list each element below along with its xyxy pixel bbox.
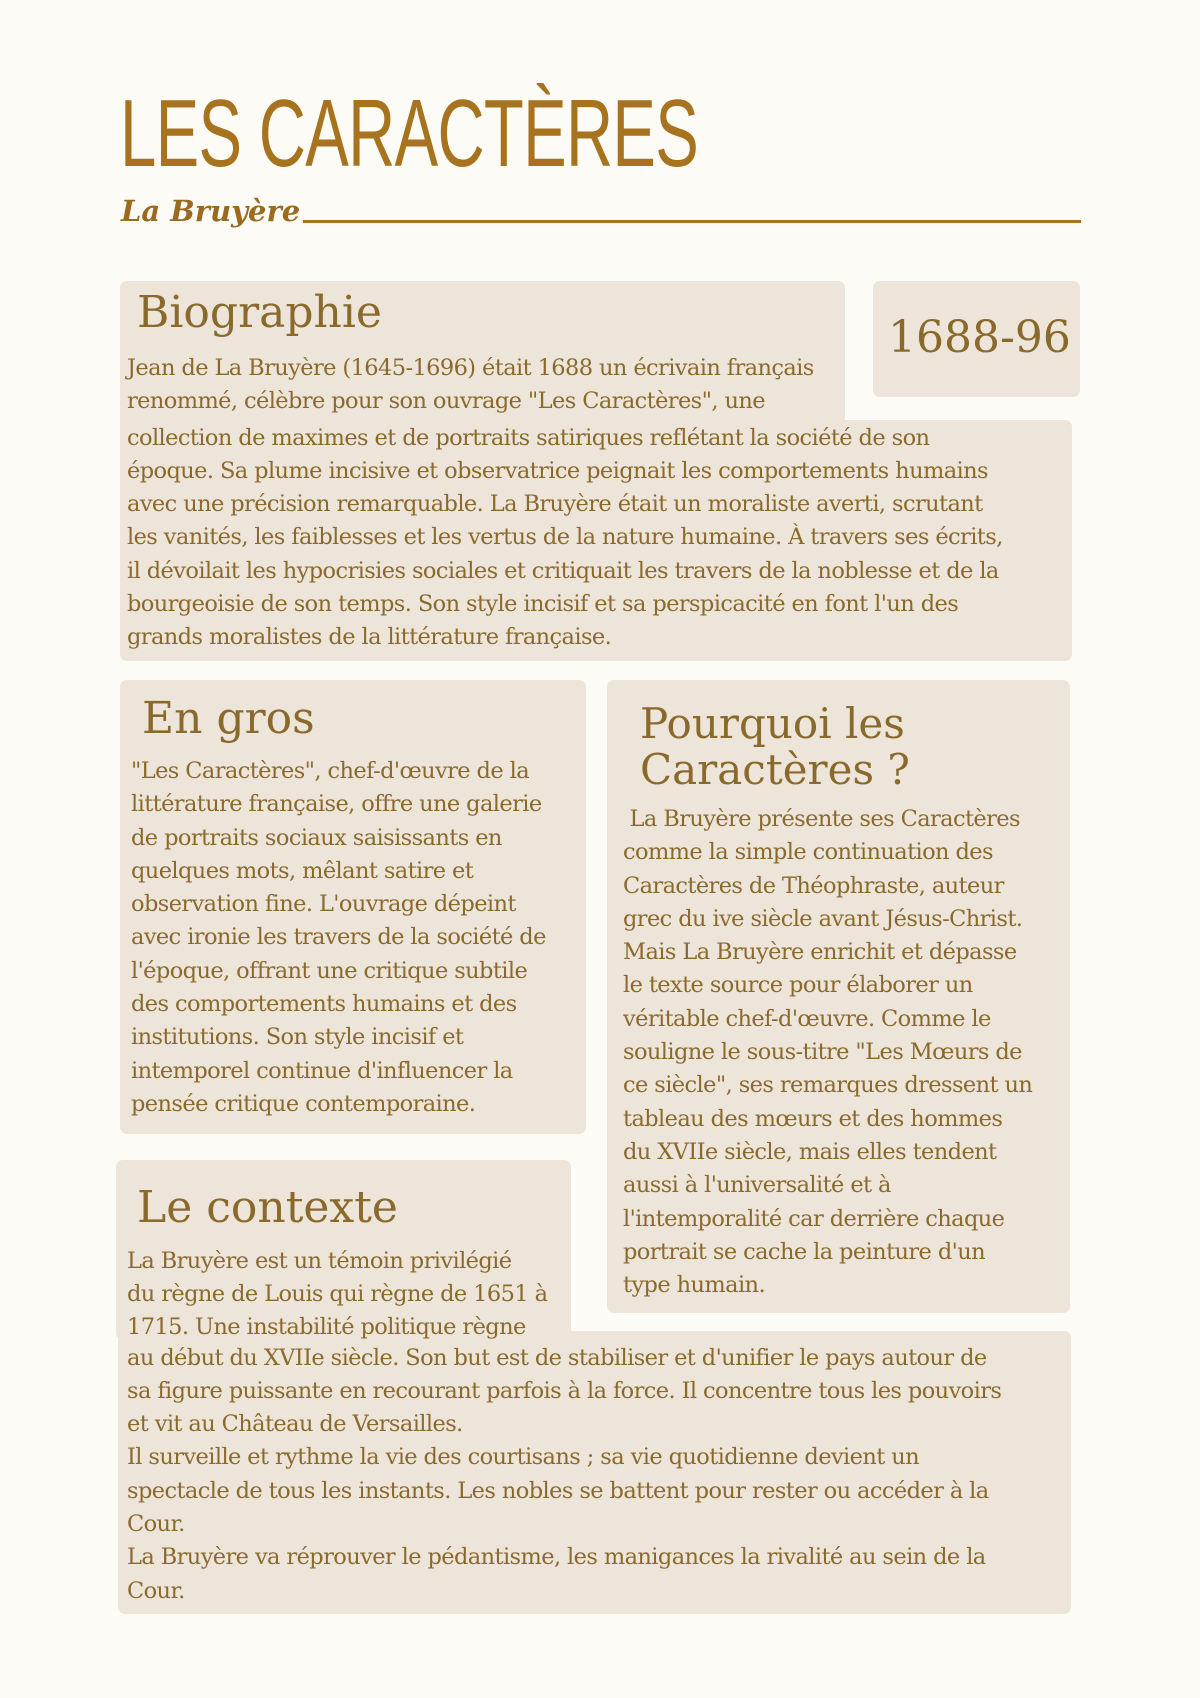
en-gros-heading: En gros <box>142 693 315 744</box>
text-line: le texte source pour élaborer un <box>623 972 973 999</box>
biography-date: 1688-96 <box>888 312 1071 363</box>
text-line: avec une précision remarquable. La Bruyère était un moraliste averti, scrutant <box>127 491 983 518</box>
en-gros-text <box>131 755 546 1121</box>
biography-text <box>127 352 1003 655</box>
pourquoi-heading-line: Pourquoi les <box>640 699 905 748</box>
text-line: du XVIIe siècle, mais elles tendent <box>623 1138 997 1165</box>
text-line: de portraits sociaux saisissants en <box>131 824 502 851</box>
text-line: grands moralistes de la littérature française. <box>127 624 612 651</box>
text-line: l'intemporalité car derrière chaque <box>623 1205 1005 1232</box>
text-line: bourgeoisie de son temps. Son style incisif et sa perspicacité en font l'un des <box>127 591 959 618</box>
text-line: ce siècle", ses remarques dressent un <box>623 1072 1033 1099</box>
text-line: Caractères de Théophraste, auteur <box>623 872 1004 899</box>
text-line: intemporel continue d'influencer la <box>131 1057 513 1084</box>
text-line: littérature française, offre une galerie <box>131 791 542 818</box>
author-name: La Bruyère <box>121 194 301 228</box>
text-line: tableau des mœurs et des hommes <box>623 1105 1003 1132</box>
page-title: LES CARACTÈRES <box>120 80 699 187</box>
text-line: du règne de Louis qui règne de 1651 à <box>127 1281 548 1308</box>
biography-heading: Biographie <box>137 287 382 338</box>
text-line: quelques mots, mêlant satire et <box>131 857 474 884</box>
text-line: institutions. Son style incisif et <box>131 1024 464 1051</box>
text-line: La Bruyère va réprouver le pédantisme, les manigances la rivalité au sein de la <box>127 1544 986 1571</box>
text-line: Il surveille et rythme la vie des courtisans ; sa vie quotidienne devient un <box>127 1444 920 1471</box>
text-line: "Les Caractères", chef-d'œuvre de la <box>131 758 530 784</box>
pourquoi-text <box>623 803 1032 1302</box>
contexte-heading: Le contexte <box>137 1182 398 1233</box>
text-line: portrait se cache la peinture d'un <box>623 1238 985 1265</box>
text-line: pensée critique contemporaine. <box>131 1090 476 1117</box>
text-line: 1715. Une instabilité politique règne <box>127 1313 526 1340</box>
pourquoi-heading <box>640 701 910 793</box>
contexte-text <box>127 1245 1001 1608</box>
text-line: il dévoilait les hypocrisies sociales et critiquait les travers de la noblesse et de la <box>127 557 999 584</box>
text-line: avec ironie les travers de la société de <box>131 924 546 951</box>
text-line: sa figure puissante en recourant parfois à la force. Il concentre tous les pouvoirs <box>127 1377 1002 1404</box>
text-line: souligne le sous-titre "Les Mœurs de <box>623 1039 1022 1066</box>
text-line: spectacle de tous les instants. Les nobles se battent pour rester ou accéder à la <box>127 1477 989 1504</box>
text-line: La Bruyère est un témoin privilégié <box>127 1248 512 1274</box>
text-line: époque. Sa plume incisive et observatrice peignait les comportements humains <box>127 457 988 484</box>
text-line: véritable chef-d'œuvre. Comme le <box>623 1005 991 1032</box>
text-line: Jean de La Bruyère (1645-1696) était 1688 un écrivain français <box>127 355 814 381</box>
text-line: au début du XVIIe siècle. Son but est de stabiliser et d'unifier le pays autour de <box>127 1344 987 1371</box>
pourquoi-heading-line: Caractères ? <box>640 745 910 794</box>
text-line: observation fine. L'ouvrage dépeint <box>131 891 516 918</box>
text-line: l'époque, offrant une critique subtile <box>131 957 528 984</box>
text-line: Cour. <box>127 1511 185 1538</box>
text-line: Mais La Bruyère enrichit et dépasse <box>623 939 1017 966</box>
text-line: grec du ive siècle avant Jésus-Christ. <box>623 905 1023 932</box>
text-line: La Bruyère présente ses Caractères <box>623 806 1020 832</box>
text-line: des comportements humains et des <box>131 991 517 1018</box>
text-line: type humain. <box>623 1272 765 1299</box>
text-line: les vanités, les faiblesses et les vertus de la nature humaine. À travers ses écrits, <box>127 524 1003 551</box>
text-line: et vit au Château de Versailles. <box>127 1411 463 1438</box>
text-line: Cour. <box>127 1577 185 1604</box>
text-line: aussi à l'universalité et à <box>623 1172 891 1199</box>
text-line: renommé, célèbre pour son ouvrage "Les Caractères", une <box>127 388 765 415</box>
text-line: comme la simple continuation des <box>623 839 993 866</box>
text-line: collection de maximes et de portraits satiriques reflétant la société de son <box>127 424 930 451</box>
author-divider <box>303 220 1081 223</box>
